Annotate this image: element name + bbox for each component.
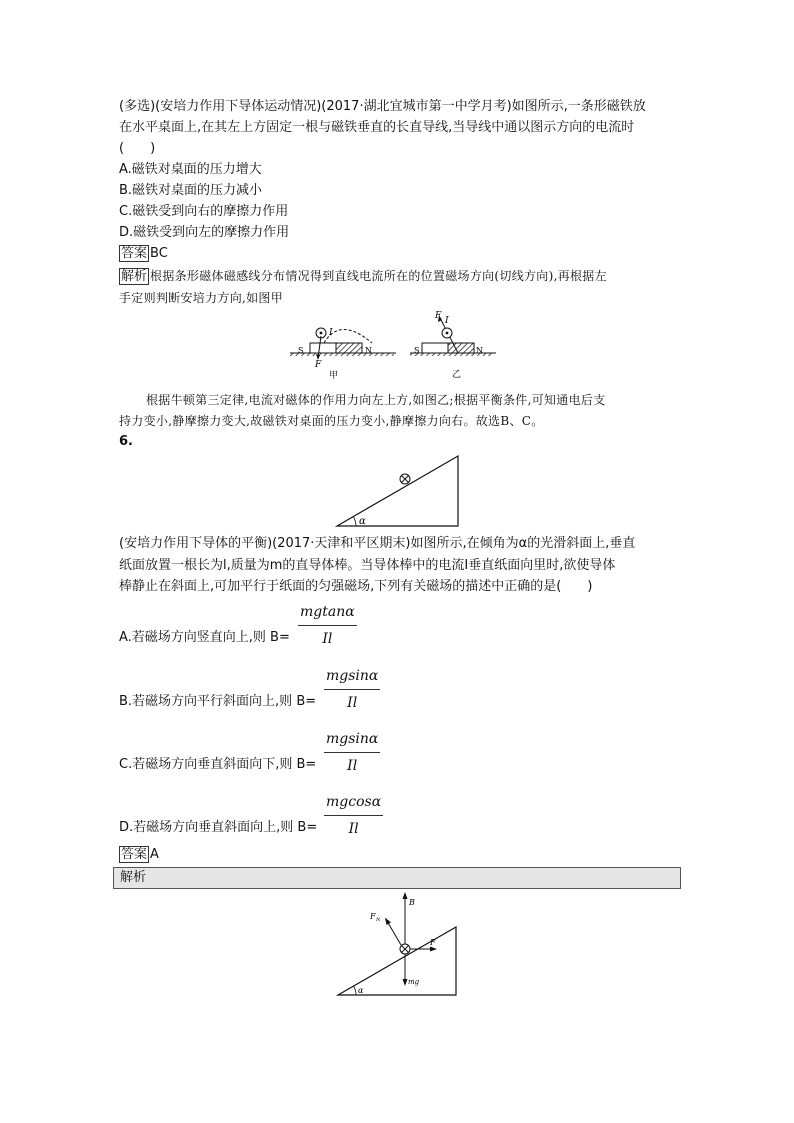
q6-option-d-numerator: mgcosα: [324, 792, 383, 816]
q5-analysis-line-3: 根据牛顿第三定律,电流对磁体的作用力向左上方,如图乙;根据平衡条件,可知通电后支: [146, 393, 606, 407]
q6-option-c-fraction: [324, 729, 380, 776]
force-label-mg: mg: [408, 978, 420, 986]
q6-incline-figure: [334, 452, 462, 530]
q6-option-a: A.若磁场方向竖直向上,则 B=: [119, 630, 290, 645]
force-label-b: B: [409, 898, 415, 907]
q6-option-c-numerator: mgsinα: [324, 729, 380, 753]
figure-jia: [288, 318, 398, 380]
jia-magnet-n-half: [336, 343, 362, 353]
q5-analysis-row: [119, 266, 607, 287]
q5-intro-line-2: 在水平桌面上,在其左上方固定一根与磁铁垂直的长直导线,当导线中通以图示方向的电流时: [119, 120, 635, 135]
q5-analysis-line-4: 持力变小,静摩擦力变大,故磁铁对桌面的压力变小,静摩擦力向右。故选B、C。: [119, 414, 544, 428]
yi-label-s: S: [414, 346, 420, 355]
q6-option-d: D.若磁场方向垂直斜面向上,则 B=: [119, 820, 318, 835]
force-label-fn: F: [370, 912, 376, 921]
q5-analysis-label: 解析: [121, 269, 148, 284]
jia-label-i: I: [329, 328, 333, 338]
yi-magnet-s-half: [422, 343, 448, 353]
q6-option-b: B.若磁场方向平行斜面向上,则 B=: [119, 694, 317, 709]
figure-yi: [408, 306, 498, 380]
q5-option-d: D.磁铁受到向左的摩擦力作用: [119, 225, 290, 240]
force-label-f: F: [430, 938, 436, 947]
q6-number: 6.: [119, 434, 133, 449]
q6-stem-line-2: 纸面放置一根长为l,质量为m的直导体棒。当导体棒中的电流I垂直纸面向里时,欲使导体: [119, 558, 616, 573]
yi-magnet-n-half: [448, 343, 474, 353]
q6-option-b-denominator: Il: [347, 695, 358, 711]
force-angle-arc: [354, 986, 356, 995]
q6-option-b-fraction: [324, 666, 380, 713]
q6-answer-label: 答案: [121, 847, 148, 862]
q6-option-c-denominator: Il: [347, 758, 358, 774]
force-label-alpha: α: [358, 986, 364, 995]
q6-option-c: C.若磁场方向垂直斜面向下,则 B=: [119, 757, 317, 772]
q5-option-a: A.磁铁对桌面的压力增大: [119, 162, 262, 177]
q5-analysis-line-1: 根据条形磁体磁感线分布情况得到直线电流所在的位置磁场方向(切线方向),再根据左: [150, 269, 607, 283]
q5-answer-blank: ( ): [119, 141, 156, 156]
force-label-fn-sub: N: [376, 917, 381, 923]
jia-label-s: S: [298, 346, 304, 355]
yi-label-i: I: [445, 316, 449, 326]
q6-answer-value: A: [150, 847, 159, 862]
jia-caption: 甲: [329, 371, 339, 380]
q6-option-b-numerator: mgsinα: [324, 666, 380, 690]
q6-option-a-denominator: Il: [322, 631, 333, 647]
q5-intro-line-1: (多选)(安培力作用下导体运动情况)(2017·湖北宜城市第一中学月考)如图所示,一条形磁铁放: [119, 99, 646, 114]
q6-answer-row: [119, 845, 159, 865]
q6-option-d-denominator: Il: [348, 821, 359, 837]
q6-option-a-numerator: mgtanα: [298, 602, 357, 626]
jia-label-n: N: [365, 346, 372, 355]
q6-stem-line-3: 棒静止在斜面上,可加平行于纸面的匀强磁场,下列有关磁场的描述中正确的是( ): [119, 579, 593, 594]
jia-magnet-s-half: [310, 343, 336, 353]
yi-caption: 乙: [452, 370, 462, 380]
yi-label-n: N: [476, 346, 483, 355]
yi-label-f: F: [435, 311, 442, 321]
q6-analysis-bar: 解析: [113, 867, 681, 889]
q5-answer-row: [119, 244, 168, 264]
q6-option-d-fraction: [324, 792, 383, 839]
q5-analysis-line-2: 手定则判断安培力方向,如图甲: [119, 291, 284, 305]
incline-angle-arc: [354, 517, 357, 526]
q6-option-a-fraction: [298, 602, 357, 649]
jia-label-f: F: [315, 360, 322, 370]
normal-force-arrow: [387, 921, 401, 945]
q5-answer-value: BC: [150, 246, 168, 261]
q5-option-c: C.磁铁受到向右的摩擦力作用: [119, 204, 289, 219]
q5-option-b: B.磁铁对桌面的压力减小: [119, 183, 263, 198]
q5-answer-label: 答案: [121, 246, 148, 261]
incline-alpha-label: α: [359, 516, 366, 527]
incline-triangle: [337, 456, 458, 526]
q6-stem-line-1: (安培力作用下导体的平衡)(2017·天津和平区期末)如图所示,在倾角为α的光滑斜面上,垂直: [119, 536, 636, 551]
q6-force-diagram: [334, 890, 460, 1000]
